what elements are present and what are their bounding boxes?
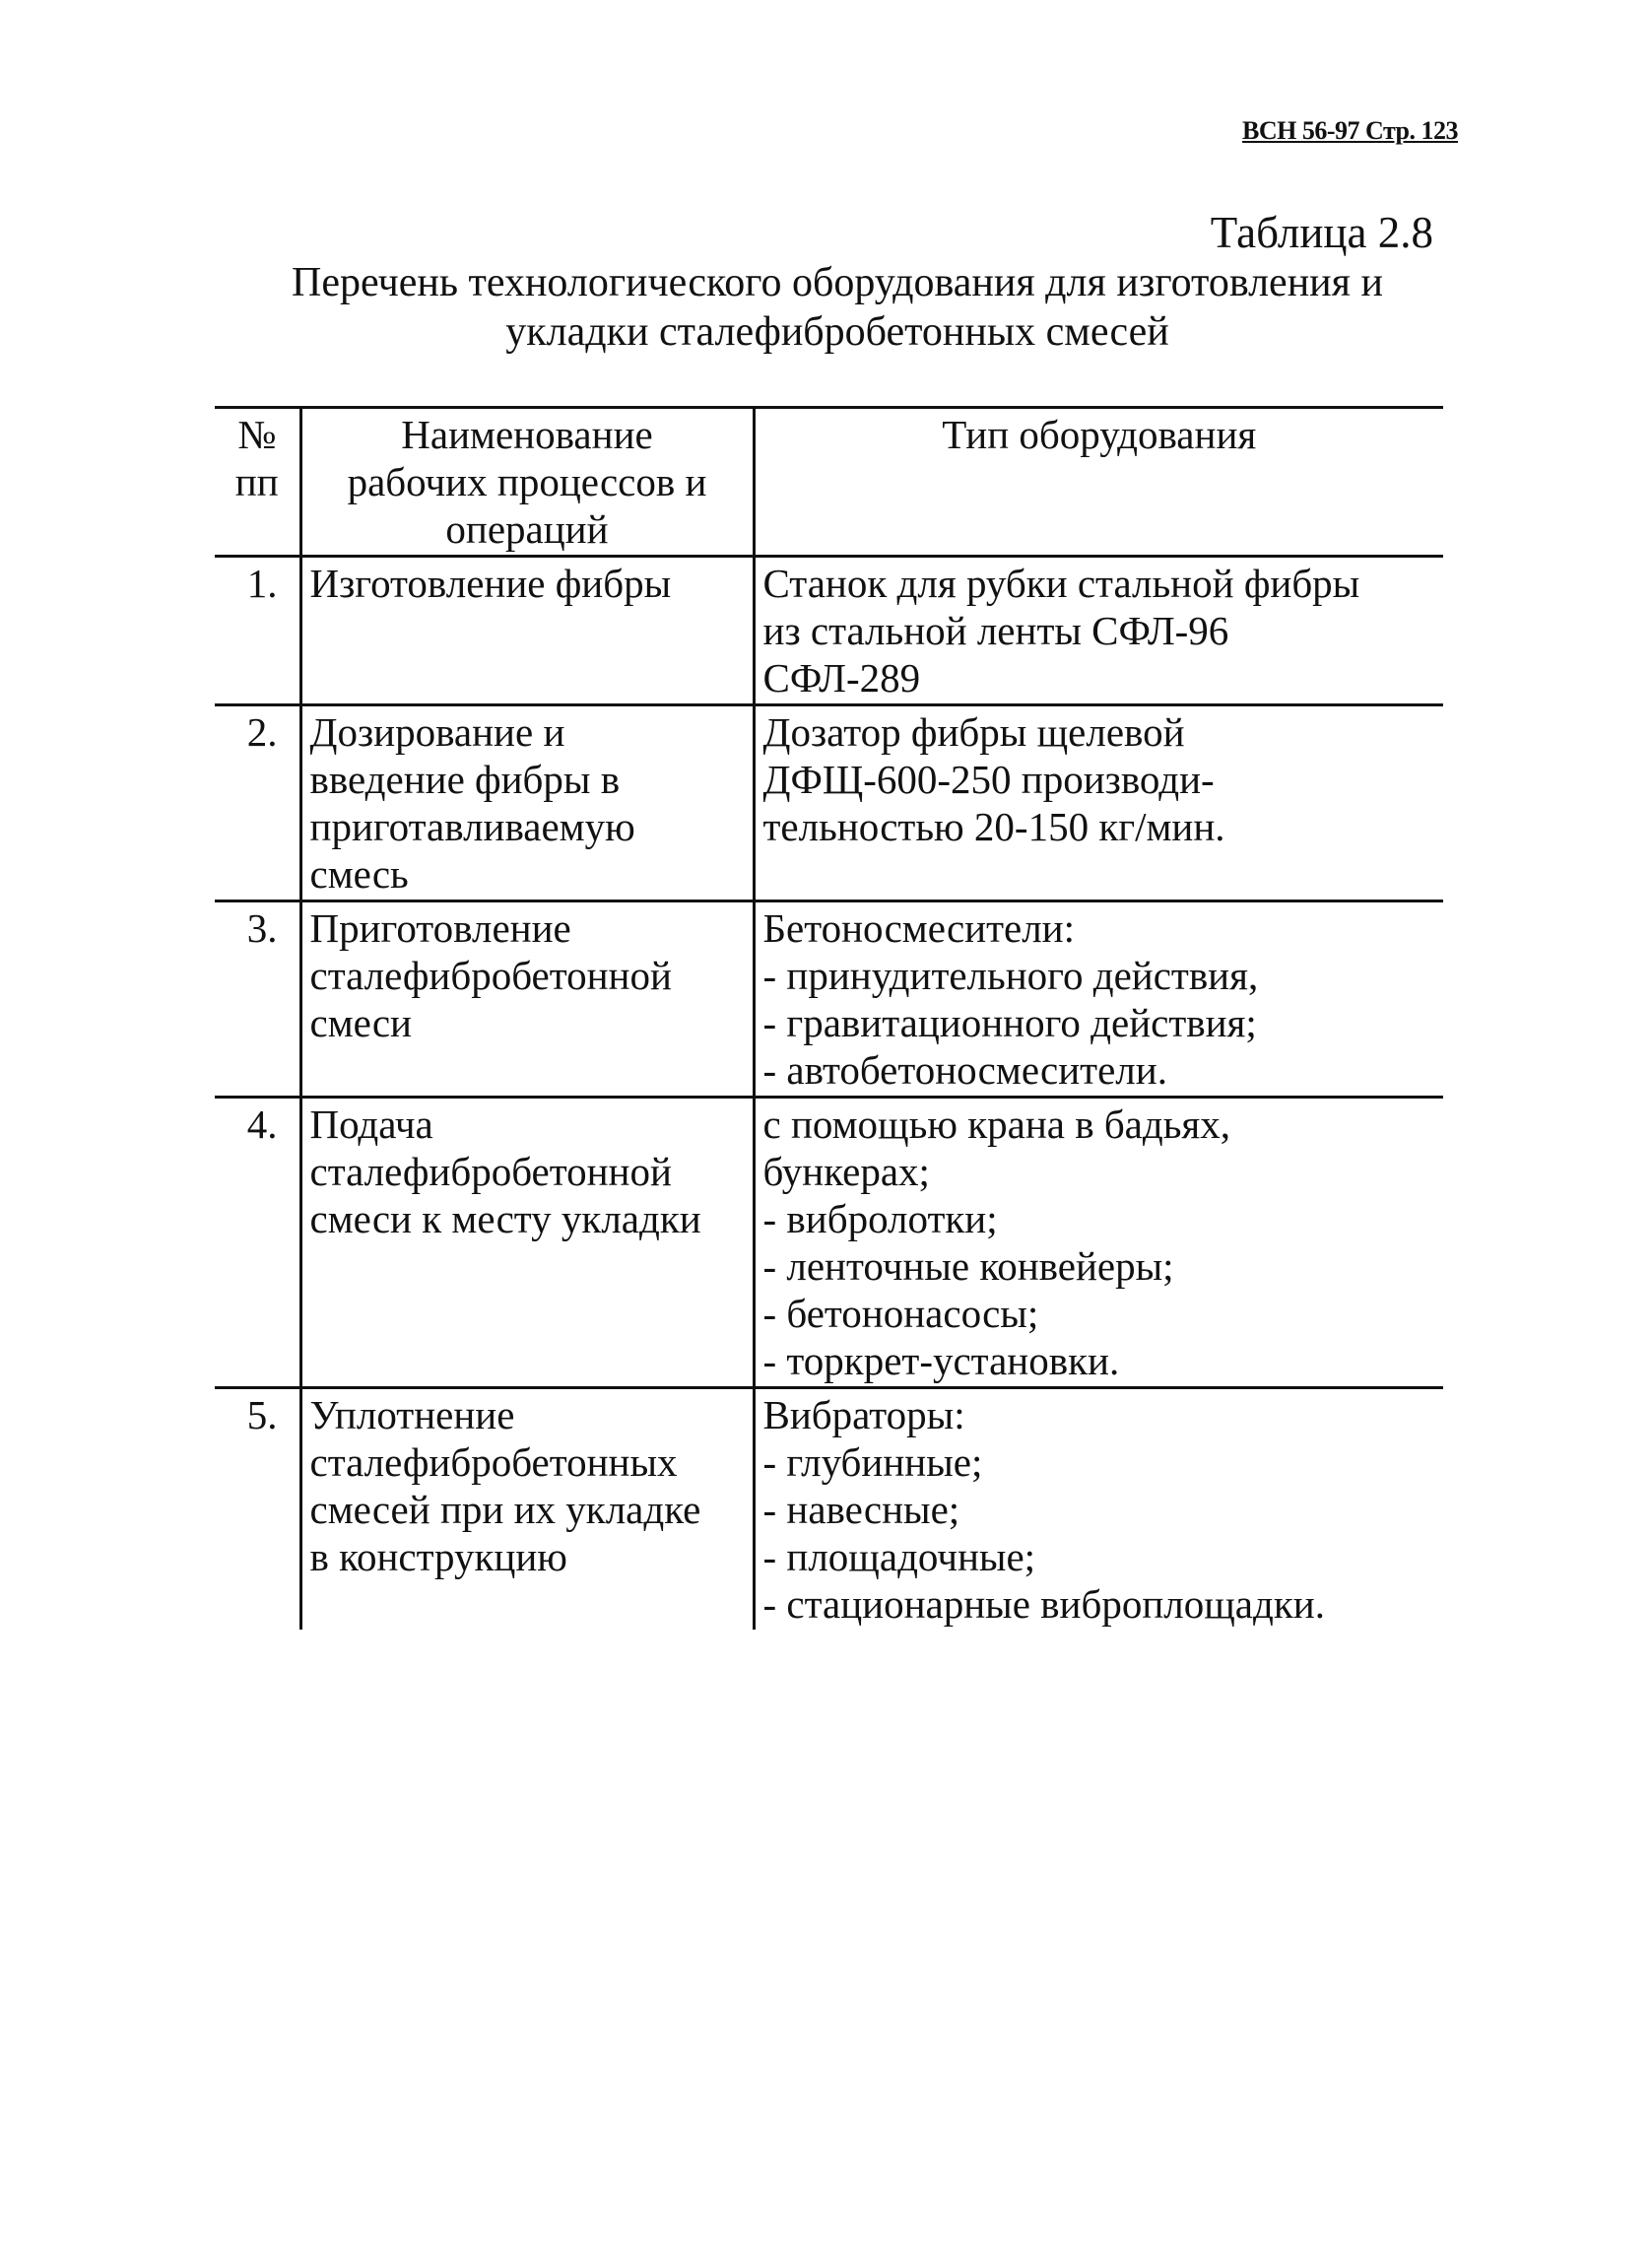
equipment-line: - площадочные;	[762, 1534, 1036, 1579]
table-row	[215, 705, 1443, 901]
process-line: Дозирование и	[309, 709, 565, 755]
row-process	[300, 705, 754, 901]
process-line: сталефибробетонной	[309, 953, 672, 998]
equipment-line: - гравитационного действия;	[762, 1000, 1257, 1045]
equipment-line: - навесные;	[762, 1487, 960, 1532]
row-number: 4.	[246, 1101, 278, 1147]
equipment-line: СФЛ-289	[762, 655, 921, 700]
equipment-line: бункерах;	[762, 1149, 930, 1194]
equipment-line: с помощью крана в бадьях,	[762, 1101, 1231, 1147]
equipment-line: Вибраторы:	[762, 1392, 965, 1437]
process-line: приготавливаемую	[309, 804, 635, 849]
table-title-line: укладки сталефибробетонных смесей	[505, 309, 1169, 355]
process-line: смесь	[309, 851, 409, 897]
equipment-line: - торкрет-установки.	[762, 1338, 1120, 1383]
equipment-line: - стационарные виброплощадки.	[762, 1581, 1325, 1627]
process-line: смеси	[309, 1000, 413, 1045]
header-number-line: пп	[234, 459, 279, 504]
equipment-line: Дозатор фибры щелевой	[762, 709, 1185, 755]
row-number: 5.	[246, 1392, 278, 1437]
process-line: Изготовление фибры	[309, 561, 672, 606]
header-number-line: №	[237, 412, 277, 457]
process-line: сталефибробетонных	[309, 1439, 678, 1485]
equipment-line: - ленточные конвейеры;	[762, 1243, 1174, 1289]
process-line: в конструкцию	[309, 1534, 567, 1579]
row-process	[300, 1388, 754, 1631]
table-body	[215, 557, 1443, 1631]
row-equipment	[754, 705, 1443, 901]
row-equipment	[754, 901, 1443, 1098]
header-process-line: Наименование	[401, 412, 653, 457]
process-line: смеси к месту укладки	[309, 1196, 701, 1241]
row-process	[300, 901, 754, 1098]
equipment-line: из стальной ленты СФЛ-96	[762, 608, 1229, 653]
process-line: Приготовление	[309, 905, 571, 951]
equipment-table	[215, 406, 1443, 1630]
equipment-line: - автобетоносмесители.	[762, 1047, 1167, 1093]
equipment-line: Бетоносмесители:	[762, 905, 1075, 951]
header-equipment-line: Тип оборудования	[942, 412, 1257, 457]
header-equipment	[754, 408, 1443, 557]
equipment-line: тельностью 20-150 кг/мин.	[762, 804, 1225, 849]
header-process-line: рабочих процессов и	[347, 459, 707, 504]
table-header-row	[215, 408, 1443, 557]
equipment-line: Станок для рубки стальной фибры	[762, 561, 1360, 606]
equipment-line: - глубинные;	[762, 1439, 983, 1485]
equipment-line: - принудительного действия,	[762, 953, 1259, 998]
row-equipment	[754, 557, 1443, 705]
equipment-line: - вибролотки;	[762, 1196, 998, 1241]
row-process	[300, 557, 754, 705]
row-process	[300, 1098, 754, 1388]
table-title-line: Перечень технологического оборудования для изготовления и	[292, 260, 1383, 305]
table-number: Таблица 2.8	[1210, 208, 1433, 257]
equipment-line: ДФЩ-600-250 производи-	[762, 757, 1215, 802]
process-line: сталефибробетонной	[309, 1149, 672, 1194]
header-number	[215, 408, 300, 557]
process-line: Подача	[309, 1101, 433, 1147]
process-line: Уплотнение	[309, 1392, 515, 1437]
table-row	[215, 1098, 1443, 1388]
process-line: введение фибры в	[309, 757, 621, 802]
row-number: 1.	[246, 561, 278, 606]
table-row	[215, 901, 1443, 1098]
process-line: смесей при их укладке	[309, 1487, 701, 1532]
row-number: 3.	[246, 905, 278, 951]
equipment-line: - бетононасосы;	[762, 1291, 1039, 1336]
row-number: 2.	[246, 709, 278, 755]
table-title	[207, 258, 1468, 357]
row-equipment	[754, 1388, 1443, 1631]
header-process-line: операций	[445, 506, 609, 552]
header-process	[300, 408, 754, 557]
row-equipment	[754, 1098, 1443, 1388]
table-row	[215, 557, 1443, 705]
table-row	[215, 1388, 1443, 1631]
page-header: ВСН 56-97 Стр. 123	[1242, 116, 1458, 145]
